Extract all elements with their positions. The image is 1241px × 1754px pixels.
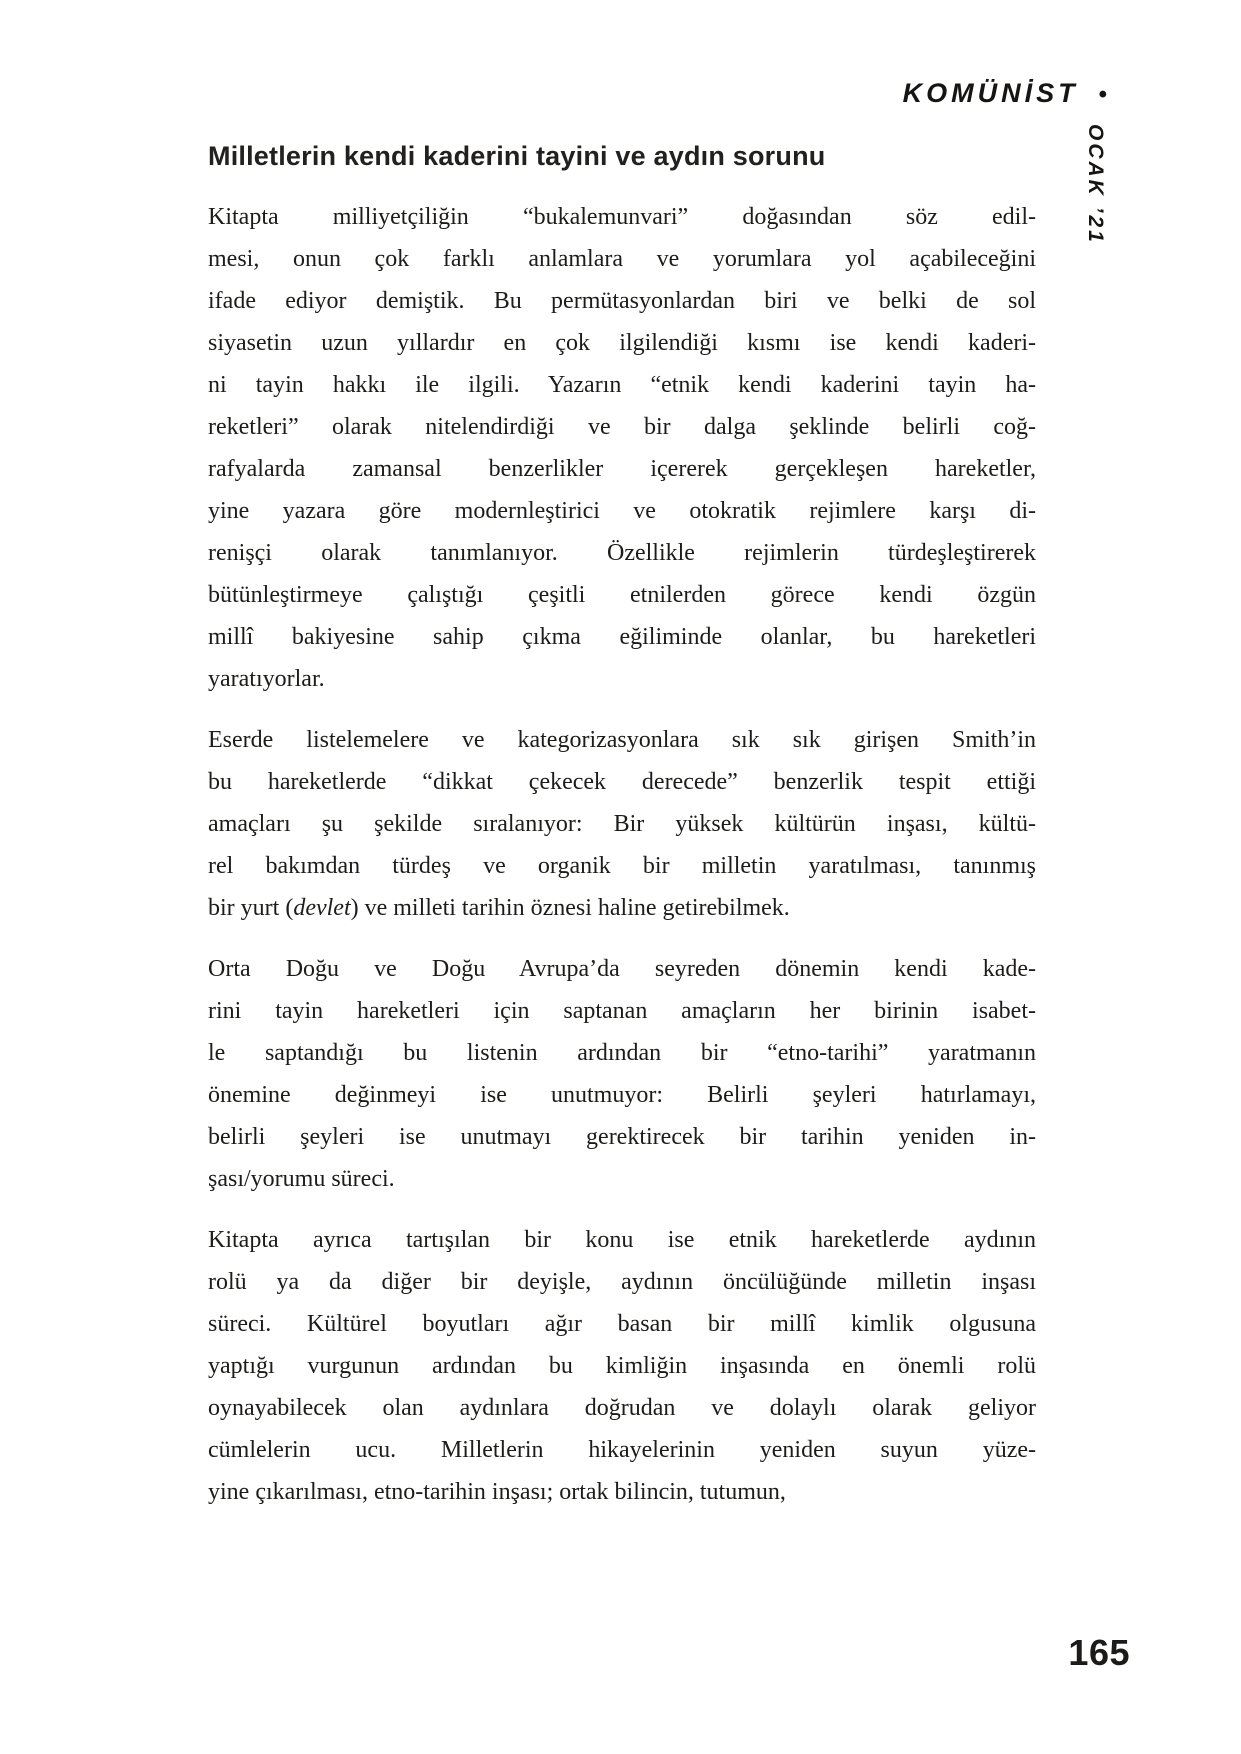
article-heading: Milletlerin kendi kaderini tayini ve aydın sorunu <box>208 141 826 171</box>
text-line <box>208 1074 1036 1116</box>
paragraph <box>208 196 1036 700</box>
paragraph <box>208 719 1036 929</box>
issue-label: OCAK ’21 <box>1084 124 1107 245</box>
text-segment: yine çıkarılması, etno-tarihin inşası; ortak bilincin, tutumun, <box>208 1479 786 1505</box>
text-line <box>208 1303 1036 1345</box>
text-segment: oynayabilecek olan aydınlara doğrudan ve dolaylı olarak geliyor <box>208 1395 1036 1421</box>
text-line <box>208 1158 1036 1200</box>
text-line <box>208 1471 1036 1513</box>
text-line <box>208 490 1036 532</box>
text-line <box>208 616 1036 658</box>
text-segment: mesi, onun çok farklı anlamlara ve yorumlara yol açabileceğini <box>208 246 1036 272</box>
text-segment: ni tayin hakkı ile ilgili. Yazarın “etnik kendi kaderini tayin ha- <box>208 372 1036 398</box>
text-segment: şası/yorumu süreci. <box>208 1166 395 1192</box>
text-line <box>208 448 1036 490</box>
text-segment: bir yurt ( <box>208 895 294 921</box>
text-line <box>208 1219 1036 1261</box>
text-line <box>208 280 1036 322</box>
text-segment: Kitapta milliyetçiliğin “bukalemunvari” doğasından söz edil- <box>208 204 1036 230</box>
text-segment: rafyalarda zamansal benzerlikler içererek gerçekleşen hareketler, <box>208 456 1036 482</box>
page-number: 165 <box>1068 1632 1130 1673</box>
text-segment: süreci. Kültürel boyutları ağır basan bir millî kimlik olgusuna <box>208 1311 1036 1337</box>
bullet-icon: • <box>1098 80 1107 108</box>
text-segment: yine yazara göre modernleştirici ve otokratik rejimlere karşı di- <box>208 498 1036 524</box>
paragraph <box>208 1219 1036 1513</box>
text-line <box>208 1116 1036 1158</box>
italic-text: devlet <box>293 895 351 921</box>
text-segment: millî bakiyesine sahip çıkma eğiliminde olanlar, bu hareketleri <box>208 624 1036 650</box>
text-line <box>208 1387 1036 1429</box>
text-line <box>208 1261 1036 1303</box>
text-line <box>208 1345 1036 1387</box>
text-segment: reketleri” olarak nitelendirdiği ve bir dalga şeklinde belirli coğ- <box>208 414 1036 440</box>
text-line <box>208 803 1036 845</box>
text-segment: bu hareketlerde “dikkat çekecek derecede” benzerlik tespit ettiği <box>208 769 1036 795</box>
text-line <box>208 658 1036 700</box>
text-segment: renişçi olarak tanımlanıyor. Özellikle rejimlerin türdeşleştirerek <box>208 540 1036 566</box>
text-segment: bütünleştirmeye çalıştığı çeşitli etnilerden görece kendi özgün <box>208 582 1036 608</box>
text-line <box>208 532 1036 574</box>
text-segment: Eserde listelemelere ve kategorizasyonlara sık sık girişen Smith’in <box>208 727 1036 753</box>
paragraph <box>208 948 1036 1200</box>
text-segment: rel bakımdan türdeş ve organik bir milletin yaratılması, tanınmış <box>208 853 1036 879</box>
text-line <box>208 238 1036 280</box>
text-segment: ) ve milleti tarihin öznesi haline getirebilmek. <box>350 895 790 921</box>
article-body <box>208 196 1036 1532</box>
running-header <box>903 78 1107 109</box>
text-line <box>208 322 1036 364</box>
text-segment: amaçları şu şekilde sıralanıyor: Bir yüksek kültürün inşası, kültü- <box>208 811 1036 837</box>
text-line <box>208 719 1036 761</box>
text-line <box>208 196 1036 238</box>
text-line <box>208 761 1036 803</box>
text-line <box>208 1429 1036 1471</box>
text-line <box>208 845 1036 887</box>
text-segment: rini tayin hareketleri için saptanan amaçların her birinin isabet- <box>208 998 1036 1024</box>
text-segment: Orta Doğu ve Doğu Avrupa’da seyreden dönemin kendi kade- <box>208 956 1036 982</box>
text-line <box>208 990 1036 1032</box>
text-segment: belirli şeyleri ise unutmayı gerektirecek bir tarihin yeniden in- <box>208 1124 1036 1150</box>
text-line <box>208 948 1036 990</box>
text-line <box>208 887 1036 929</box>
magazine-title: KOMÜNİST <box>902 78 1079 108</box>
text-segment: önemine değinmeyi ise unutmuyor: Belirli şeyleri hatırlamayı, <box>208 1082 1036 1108</box>
text-segment: cümlelerin ucu. Milletlerin hikayelerinin yeniden suyun yüze- <box>208 1437 1036 1463</box>
text-segment: rolü ya da diğer bir deyişle, aydının öncülüğünde milletin inşası <box>208 1269 1036 1295</box>
text-line <box>208 1032 1036 1074</box>
text-segment: yaratıyorlar. <box>208 666 325 692</box>
text-segment: Kitapta ayrıca tartışılan bir konu ise etnik hareketlerde aydının <box>208 1227 1036 1253</box>
text-segment: siyasetin uzun yıllardır en çok ilgilendiği kısmı ise kendi kaderi- <box>208 330 1036 356</box>
text-line <box>208 574 1036 616</box>
text-segment: ifade ediyor demiştik. Bu permütasyonlardan biri ve belki de sol <box>208 288 1036 314</box>
text-line <box>208 406 1036 448</box>
text-segment: yaptığı vurgunun ardından bu kimliğin inşasında en önemli rolü <box>208 1353 1036 1379</box>
text-segment: le saptandığı bu listenin ardından bir “etno-tarihi” yaratmanın <box>208 1040 1036 1066</box>
text-line <box>208 364 1036 406</box>
